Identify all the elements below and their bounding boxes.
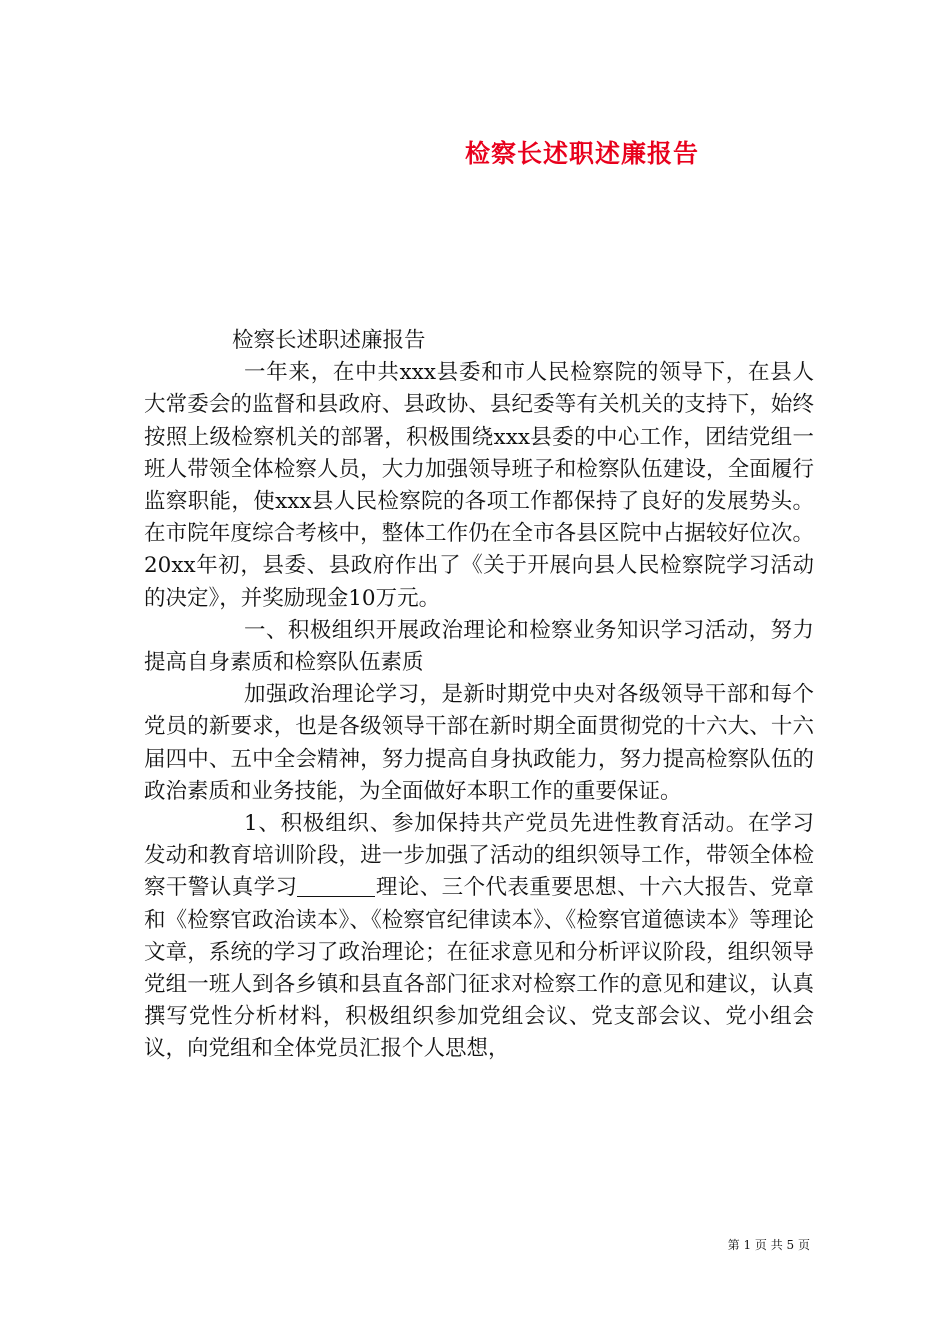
- paragraph-item-1-part-a: 1、积极组织、参加保持共产党员先进性教育活动。在学习发动和教育培训阶段，进一步加强了活动的组织领导工作，带领全体检察干警认真学习: [144, 811, 814, 901]
- paragraph-item-1: [144, 808, 814, 1066]
- paragraph-intro: 一年来，在中共xxx县委和市人民检察院的领导下，在县人大常委会的监督和县政府、县政协、县纪委等有关机关的支持下，始终按照上级检察机关的部署，积极围绕xxx县委的中心工作，团结党组一班人带领全体检察人员，大力加强领导班子和检察队伍建设，全面履行监察职能，使xxx县人民检察院的各项工作都保持了良好的发展势头。在市院年度综合考核中，整体工作仍在全市各县区院中占据较好位次。20xx年初，县委、县政府作出了《关于开展向县人民检察院学习活动的决定》，并奖励现金10万元。: [144, 360, 814, 611]
- document-body: [144, 325, 814, 1066]
- section-heading-1: 一、积极组织开展政治理论和检察业务知识学习活动，努力提高自身素质和检察队伍素质: [144, 617, 814, 676]
- document-subtitle: 检察长述职述廉报告: [232, 328, 426, 353]
- paragraph-item-1-part-b: 理论、三个代表重要思想、十六大报告、党章和《检察官政治读本》、《检察官纪律读本》、《检察官道德读本》等理论文章，系统的学习了政治理论；在征求意见和分析评议阶段，组织领导党组一班人到各乡镇和县直各部门征求对检察工作的意见和建议，认真撰写党性分析材料，积极组织参加党组会议、党支部会议、党小组会议，向党组和全体党员汇报个人思想，: [144, 875, 814, 1062]
- page-number-footer: 第 1 页 共 5 页: [727, 1238, 810, 1252]
- fill-in-blank: [297, 875, 375, 898]
- document-title: 检察长述职述廉报告: [464, 139, 699, 168]
- paragraph-study: 加强政治理论学习，是新时期党中央对各级领导干部和每个党员的新要求，也是各级领导干部在新时期全面贯彻党的十六大、十六届四中、五中全会精神，努力提高自身执政能力，努力提高检察队伍的政治素质和业务技能，为全面做好本职工作的重要保证。: [144, 682, 814, 804]
